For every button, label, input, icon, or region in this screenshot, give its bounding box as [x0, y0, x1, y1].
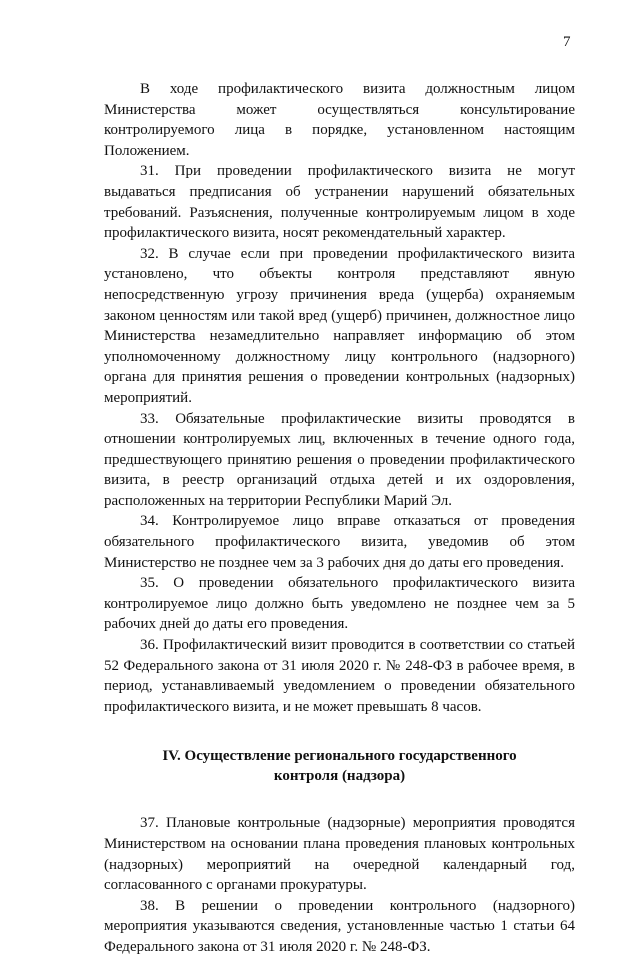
paragraph-37: 37. Плановые контрольные (надзорные) мероприятия проводятся Министерством на основании плана проведения плановых контрольных (надзорных) мероприятий на очередной календарный год, согласованного с органами прокуратуры.: [104, 815, 575, 894]
paragraph-33: 33. Обязательные профилактические визиты проводятся в отношении контролируемых лиц, включенных в течение одного года, предшествующего принятию решения о проведении профилактического визита, в реестр организаций отдыха детей и их оздоровления, расположенных на территории Республики Марий Эл.: [104, 410, 575, 509]
paragraph-32: 32. В случае если при проведении профилактического визита установлено, что объекты контроля представляют явную непосредственную угрозу причинения вреда (ущерба) охраняемым законом ценностям или такой вред (ущерб) причинен, должностное лицо Министерства незамедлительно направляет информацию об этом уполномоченному должностному лицу контрольного (надзорного) органа для принятия решения о проведении контрольных (надзорных) мероприятий.: [104, 245, 575, 406]
section-heading-line-1: IV. Осуществление регионального государственного: [162, 748, 517, 765]
paragraph-36: 36. Профилактический визит проводится в соответствии со статьей 52 Федерального закона от 31 июля 2020 г. № 248-ФЗ в рабочее время, в период, устанавливаемый уведомлением о проведении обязательного профилактического визита, и не может превышать 8 часов.: [104, 637, 575, 715]
paragraph-31: 31. При проведении профилактического визита не могут выдаваться предписания об устранении нарушений обязательных требований. Разъяснения, полученные контролируемым лицом в ходе профилактического визита, носят рекомендательный характер.: [104, 163, 575, 242]
section-heading-line-2: контроля (надзора): [273, 768, 406, 785]
section-heading: [104, 746, 575, 786]
paragraph-38: 38. В решении о проведении контрольного (надзорного) мероприятия указываются сведения, установленные частью 1 статьи 64 Федерального закона от 31 июля 2020 г. № 248-ФЗ.: [104, 897, 575, 955]
paragraph-35: 35. О проведении обязательного профилактического визита контролируемое лицо должно быть уведомлено не позднее чем за 5 рабочих дней до даты его проведения.: [104, 575, 575, 633]
paragraph-34: 34. Контролируемое лицо вправе отказаться от проведения обязательного профилактического визита, уведомив об этом Министерство не позднее чем за 3 рабочих дня до даты его проведения.: [104, 513, 575, 571]
document-body: [104, 79, 575, 958]
page-number: 7: [563, 34, 571, 50]
paragraph-consulting: В ходе профилактического визита должностным лицом Министерства может осуществляться консультирование контролируемого лица в порядке, установленном настоящим Положением.: [104, 81, 575, 159]
